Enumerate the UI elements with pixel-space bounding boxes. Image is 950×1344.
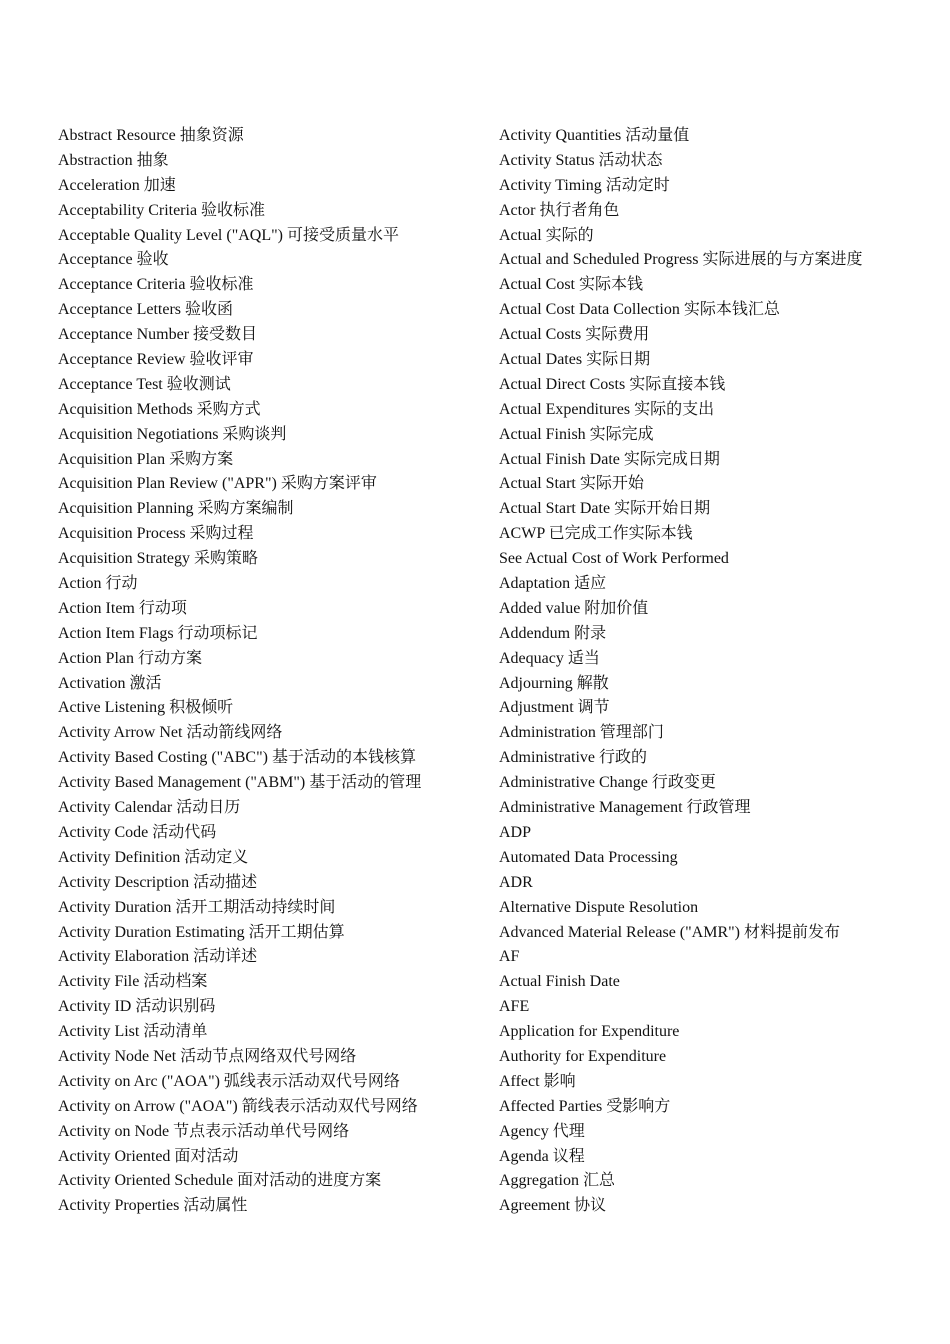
glossary-entry: Acceptability Criteria 验收标准 bbox=[58, 201, 266, 219]
glossary-entry: Added value 附加价值 bbox=[499, 599, 649, 617]
glossary-entry: Activity List 活动清单 bbox=[58, 1023, 208, 1041]
glossary-entry: Actual Start Date 实际开始日期 bbox=[499, 500, 711, 518]
glossary-entry: Action Item Flags 行动项标记 bbox=[58, 624, 258, 642]
glossary-entry: AF bbox=[499, 948, 520, 966]
glossary-entry: Activity Code 活动代码 bbox=[58, 823, 217, 841]
glossary-entry: Activity on Arrow ("AOA") 箭线表示活动双代号网络 bbox=[58, 1097, 418, 1115]
glossary-entry: Actual Cost 实际本钱 bbox=[499, 276, 643, 294]
glossary-entry: Abstract Resource 抽象资源 bbox=[58, 127, 244, 144]
glossary-entry: Administrative Management 行政管理 bbox=[499, 799, 751, 817]
glossary-entry: Administrative Change 行政变更 bbox=[499, 774, 716, 792]
glossary-entry: Adaptation 适应 bbox=[499, 575, 607, 593]
glossary-entry: Activity Oriented 面对活动 bbox=[58, 1147, 239, 1165]
glossary-entry: Acquisition Plan 采购方案 bbox=[58, 450, 234, 468]
glossary-entry: See Actual Cost of Work Performed bbox=[499, 550, 729, 568]
glossary-entry: Activity Node Net 活动节点网络双代号网络 bbox=[58, 1047, 357, 1065]
glossary-entry: Action 行动 bbox=[58, 575, 138, 593]
glossary-entry: Activity Timing 活动定时 bbox=[499, 176, 670, 194]
glossary-entry: Alternative Dispute Resolution bbox=[499, 898, 699, 916]
glossary-entry: ADR bbox=[499, 873, 533, 891]
glossary-entry: Acquisition Negotiations 采购谈判 bbox=[58, 425, 287, 443]
glossary-entry: Addendum 附录 bbox=[499, 624, 607, 642]
glossary-entry: Activity on Node 节点表示活动单代号网络 bbox=[58, 1122, 350, 1140]
glossary-entry: Actual Costs 实际费用 bbox=[499, 326, 650, 344]
glossary-entry: Actual 实际的 bbox=[499, 226, 594, 244]
glossary-entry: Activity Based Management ("ABM") 基于活动的管理 bbox=[58, 774, 422, 792]
glossary-column-right bbox=[499, 124, 929, 1219]
glossary-entry: Advanced Material Release ("AMR") 材料提前发布 bbox=[499, 923, 840, 941]
glossary-entry: Aggregation 汇总 bbox=[499, 1172, 615, 1190]
glossary-entry: Adjourning 解散 bbox=[499, 674, 609, 692]
glossary-entry: Automated Data Processing bbox=[499, 848, 678, 866]
glossary-entry: Abstraction 抽象 bbox=[58, 151, 169, 169]
glossary-entry: Actual Finish 实际完成 bbox=[499, 425, 654, 443]
glossary-entry: Adjustment 调节 bbox=[499, 699, 610, 717]
glossary-entry: Acceptance 验收 bbox=[58, 251, 169, 269]
glossary-entry: Actual Direct Costs 实际直接本钱 bbox=[499, 375, 726, 393]
glossary-entry: Acceptance Review 验收评审 bbox=[58, 351, 254, 369]
glossary-entry: Activity File 活动档案 bbox=[58, 973, 208, 991]
glossary-entry: Actor 执行者角色 bbox=[499, 201, 620, 219]
glossary-entry: Acquisition Plan Review ("APR") 采购方案评审 bbox=[58, 475, 377, 493]
glossary-entry: Acceptable Quality Level ("AQL") 可接受质量水平 bbox=[58, 226, 399, 244]
glossary-entry: Acceptance Criteria 验收标准 bbox=[58, 276, 254, 294]
glossary-entry: Activity Definition 活动定义 bbox=[58, 848, 249, 866]
glossary-entry: Authority for Expenditure bbox=[499, 1047, 667, 1065]
glossary-entry: ADP bbox=[499, 823, 532, 841]
glossary-entry: Administration 管理部门 bbox=[499, 724, 664, 742]
glossary-entry: Application for Expenditure bbox=[499, 1023, 680, 1041]
glossary-entry: Activity Properties 活动属性 bbox=[58, 1197, 248, 1215]
glossary-entry: Action Plan 行动方案 bbox=[58, 649, 202, 667]
glossary-entry: Activity Arrow Net 活动箭线网络 bbox=[58, 724, 283, 742]
glossary-entry: Agenda 议程 bbox=[499, 1147, 585, 1165]
glossary-entry: Adequacy 适当 bbox=[499, 649, 600, 667]
glossary-entry: Administrative 行政的 bbox=[499, 749, 647, 767]
glossary-entry: Activation 激活 bbox=[58, 674, 162, 692]
glossary-entry: Acceptance Number 接受数目 bbox=[58, 326, 258, 344]
glossary-entry: Actual Dates 实际日期 bbox=[499, 351, 651, 369]
glossary-entry: Acquisition Planning 采购方案编制 bbox=[58, 500, 294, 518]
glossary-entry: Actual Finish Date 实际完成日期 bbox=[499, 450, 720, 468]
glossary-entry: Actual Cost Data Collection 实际本钱汇总 bbox=[499, 301, 780, 319]
glossary-entry: Actual and Scheduled Progress 实际进展的与方案进度 bbox=[499, 251, 863, 269]
glossary-column-left bbox=[58, 124, 483, 1219]
glossary-entry: Actual Start 实际开始 bbox=[499, 475, 644, 493]
glossary-entry: Acquisition Process 采购过程 bbox=[58, 525, 254, 543]
glossary-entry: AFE bbox=[499, 998, 530, 1016]
glossary-entry: Affected Parties 受影响方 bbox=[499, 1097, 671, 1115]
glossary-entry: Activity Oriented Schedule 面对活动的进度方案 bbox=[58, 1172, 382, 1190]
glossary-entry: Affect 影响 bbox=[499, 1072, 576, 1090]
glossary-entry: Activity Status 活动状态 bbox=[499, 151, 663, 169]
glossary-entry: Activity ID 活动识别码 bbox=[58, 998, 216, 1016]
glossary-entry: Acceptance Letters 验收函 bbox=[58, 301, 234, 319]
glossary-entry: Action Item 行动项 bbox=[58, 599, 187, 617]
glossary-entry: Activity Quantities 活动量值 bbox=[499, 127, 690, 144]
glossary-entry: Activity Calendar 活动日历 bbox=[58, 799, 241, 817]
glossary-entry: Actual Finish Date bbox=[499, 973, 620, 991]
glossary-entry: Acquisition Strategy 采购策略 bbox=[58, 550, 258, 568]
glossary-entry: Acquisition Methods 采购方式 bbox=[58, 400, 261, 418]
glossary-entry: ACWP 已完成工作实际本钱 bbox=[499, 525, 693, 543]
glossary-entry: Activity on Arc ("AOA") 弧线表示活动双代号网络 bbox=[58, 1072, 400, 1090]
glossary-entry: Agreement 协议 bbox=[499, 1197, 607, 1215]
glossary-entry: Activity Based Costing ("ABC") 基于活动的本钱核算 bbox=[58, 749, 416, 767]
glossary-entry: Agency 代理 bbox=[499, 1122, 585, 1140]
glossary-entry: Activity Duration Estimating 活开工期估算 bbox=[58, 923, 345, 941]
glossary-entry: Acceptance Test 验收测试 bbox=[58, 375, 231, 393]
glossary-entry: Actual Expenditures 实际的支出 bbox=[499, 400, 715, 418]
glossary-entry: Activity Elaboration 活动详述 bbox=[58, 948, 258, 966]
glossary-entry: Activity Duration 活开工期活动持续时间 bbox=[58, 898, 336, 916]
glossary-entry: Activity Description 活动描述 bbox=[58, 873, 258, 891]
glossary-entry: Active Listening 积极倾听 bbox=[58, 699, 234, 717]
glossary-entry: Acceleration 加速 bbox=[58, 176, 176, 194]
